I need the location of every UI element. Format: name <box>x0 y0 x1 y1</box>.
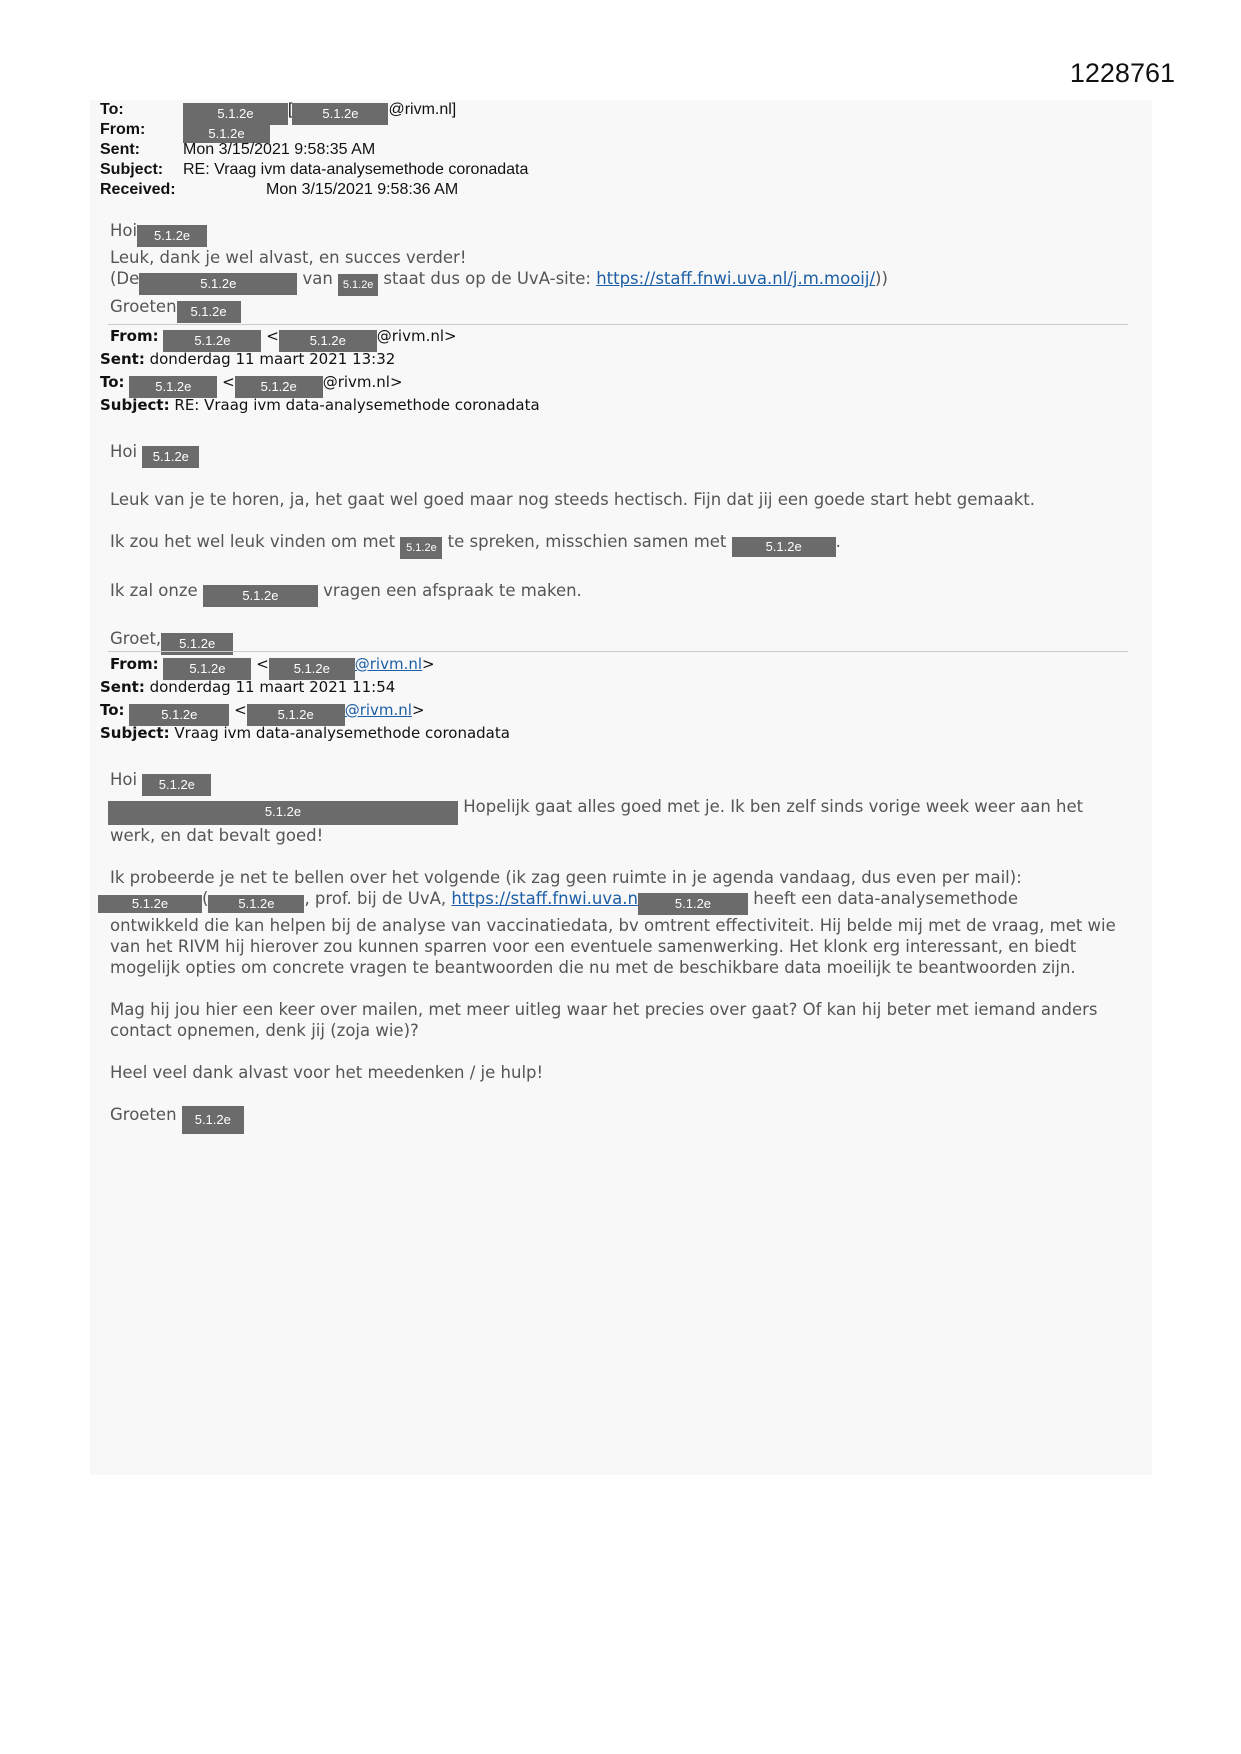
text: < <box>222 373 235 391</box>
text: staat dus op de UvA-site: <box>383 269 591 288</box>
from-domain: @rivm.nl> <box>376 327 457 345</box>
reply1-line1: Leuk, dank je wel alvast, en succes verder! <box>110 248 467 267</box>
reply1-line2 <box>110 268 1140 296</box>
redaction-box: 5.1.2e <box>142 446 199 468</box>
greeting: Hoi <box>110 442 138 461</box>
sent-label: Sent: <box>100 141 140 158</box>
redaction-box: 5.1.2e <box>208 895 304 913</box>
mail3-sent-row <box>100 676 1000 699</box>
redaction-box: 5.1.2e <box>279 330 377 352</box>
mail3-to-row <box>100 699 1000 722</box>
uva-staff-link[interactable]: https://staff.fnwi.uva.n <box>451 889 638 908</box>
greeting: Hoi <box>110 770 138 789</box>
redaction-box: 5.1.2e <box>142 774 211 796</box>
mail2-header <box>100 325 1000 417</box>
redaction-box: 5.1.2e <box>203 585 318 607</box>
to-domain: @rivm.nl> <box>322 373 403 391</box>
redaction-box: 5.1.2e <box>98 895 202 913</box>
redaction-box: 5.1.2e <box>139 273 297 295</box>
sent-value: donderdag 11 maart 2021 11:54 <box>149 678 396 696</box>
redaction-box: 5.1.2e <box>183 103 288 125</box>
redaction-box: 5.1.2e <box>163 330 261 352</box>
redaction-box: 5.1.2e <box>400 537 442 559</box>
text: ( <box>202 889 209 908</box>
subject-label: Subject: <box>100 161 164 178</box>
bracket-text: [ <box>288 101 293 118</box>
mail2-subject-row <box>100 394 1000 417</box>
to-label: To: <box>100 373 125 391</box>
reply1-signoff <box>110 296 1140 323</box>
email-top-header <box>100 100 700 200</box>
mail3-header <box>100 653 1000 745</box>
mail3-subject-row <box>100 722 1000 745</box>
received-value: Mon 3/15/2021 9:58:36 AM <box>266 181 459 198</box>
mail2-p2 <box>110 531 1140 559</box>
text: )) <box>875 269 888 288</box>
redaction-box: 5.1.2e <box>129 704 229 726</box>
mail2-sent-row <box>100 348 1000 371</box>
mail2-p1: Leuk van je te horen, ja, het gaat wel goed maar nog steeds hectisch. Fijn dat jij een goede start hebt gemaakt. <box>110 490 1035 509</box>
mail3-p4: Heel veel dank alvast voor het meedenken / je hulp! <box>110 1063 544 1082</box>
subject-value: RE: Vraag ivm data-analysemethode coronadata <box>174 396 540 414</box>
redaction-box: 5.1.2e <box>247 704 345 726</box>
reply1-body <box>110 220 1140 323</box>
text: heeft een data-analysemethode <box>753 889 1018 908</box>
redaction-box: 5.1.2e <box>163 658 251 680</box>
uva-staff-link[interactable]: https://staff.fnwi.uva.nl/j.m.mooij/ <box>596 269 876 288</box>
mail2-from-row <box>100 325 1000 348</box>
redaction-box: 5.1.2e <box>638 893 748 915</box>
sent-row <box>100 140 700 160</box>
text: > <box>422 655 435 673</box>
text: Ik zou het wel leuk vinden om met <box>110 532 396 551</box>
mail3-p2-line2 <box>98 888 1140 915</box>
subject-label: Subject: <box>100 396 170 414</box>
text: < <box>234 701 247 719</box>
redaction-box: 5.1.2e <box>732 537 836 557</box>
sent-label: Sent: <box>100 350 145 368</box>
redaction-box: 5.1.2e <box>137 225 207 247</box>
subject-label: Subject: <box>100 724 170 742</box>
reply1-greeting-line <box>110 220 1140 247</box>
signoff: Groet, <box>110 629 162 648</box>
rivm-email-link[interactable]: @rivm.nl <box>354 655 423 673</box>
signoff: Groeten <box>110 1105 177 1124</box>
redaction-box: 5.1.2e <box>183 125 270 143</box>
redaction-box: 5.1.2e <box>108 801 458 825</box>
redaction-box: 5.1.2e <box>292 103 388 125</box>
mail2-body <box>110 441 1140 655</box>
redaction-box: 5.1.2e <box>182 1106 244 1134</box>
text: Hopelijk gaat alles goed met je. Ik ben zelf sinds vorige week weer aan het <box>463 797 1084 816</box>
text: van <box>302 269 333 288</box>
subject-row <box>100 160 700 180</box>
text: < <box>266 327 279 345</box>
sent-label: Sent: <box>100 678 145 696</box>
redaction-box: 5.1.2e <box>338 274 378 296</box>
to-label: To: <box>100 701 125 719</box>
subject-value: RE: Vraag ivm data-analysemethode coronadata <box>183 161 529 178</box>
from-label: From: <box>100 121 146 138</box>
mail3-greeting-line <box>110 769 1140 796</box>
text: . <box>835 532 841 551</box>
redaction-box: 5.1.2e <box>177 301 241 323</box>
rivm-email-link[interactable]: @rivm.nl <box>344 701 412 719</box>
mail3-p1 <box>108 796 1140 825</box>
mail3-signoff <box>110 1104 1140 1134</box>
mail3-p3: Mag hij jou hier een keer over mailen, met meer uitleg waar het precies over gaat? Of kan hij beter met iemand anders contact opnemen, denk jij (zoja wie)? <box>110 1000 1098 1040</box>
received-label: Received: <box>100 181 176 198</box>
to-label: To: <box>100 101 124 118</box>
to-domain: @rivm.nl] <box>388 101 457 118</box>
text: > <box>411 701 425 719</box>
sent-value: Mon 3/15/2021 9:58:35 AM <box>183 141 376 158</box>
from-label: From: <box>110 327 159 345</box>
mail2-p3 <box>110 580 1140 607</box>
sent-value: donderdag 11 maart 2021 13:32 <box>149 350 396 368</box>
greeting: Hoi <box>110 221 138 240</box>
text: < <box>256 655 269 673</box>
redaction-box: 5.1.2e <box>161 633 233 655</box>
to-row <box>100 100 700 120</box>
redaction-box: 5.1.2e <box>269 658 355 680</box>
divider <box>108 651 1128 652</box>
mail3-body <box>110 769 1140 1134</box>
mail3-p2-line1: Ik probeerde je net te bellen over het volgende (ik zag geen ruimte in je agenda vandaag, dus even per mail): <box>110 868 1022 887</box>
mail3-p2-rest: ontwikkeld die kan helpen bij de analyse van vaccinatiedata, bv omtrent effectiviteit. Hij belde mij met de vraag, met wie van het RIVM hij hierover zou kunnen sparren voor een eventuele samenwerking. Het klonk erg interessant, en biedt mogelijk opties om concrete vragen te beantwoorden die nu met de beschikbare data moeilijk te beantwoorden zijn. <box>110 916 1116 977</box>
text: vragen een afspraak te maken. <box>323 581 582 600</box>
text: te spreken, misschien samen met <box>447 532 727 551</box>
redaction-box: 5.1.2e <box>235 376 323 398</box>
text: (De <box>110 269 140 288</box>
mail2-to-row <box>100 371 1000 394</box>
text: Ik zal onze <box>110 581 198 600</box>
from-row <box>100 120 700 140</box>
from-label: From: <box>110 655 159 673</box>
redaction-box: 5.1.2e <box>129 376 217 398</box>
subject-value: Vraag ivm data-analysemethode coronadata <box>174 724 510 742</box>
received-row <box>100 180 700 200</box>
mail3-from-row <box>100 653 1000 676</box>
mail3-p1-line2: werk, en dat bevalt goed! <box>110 826 324 845</box>
signoff: Groeten <box>110 297 177 316</box>
mail2-greeting-line <box>110 441 1140 468</box>
text: , prof. bij de UvA, <box>304 889 447 908</box>
document-number: 1228761 <box>1069 58 1175 88</box>
